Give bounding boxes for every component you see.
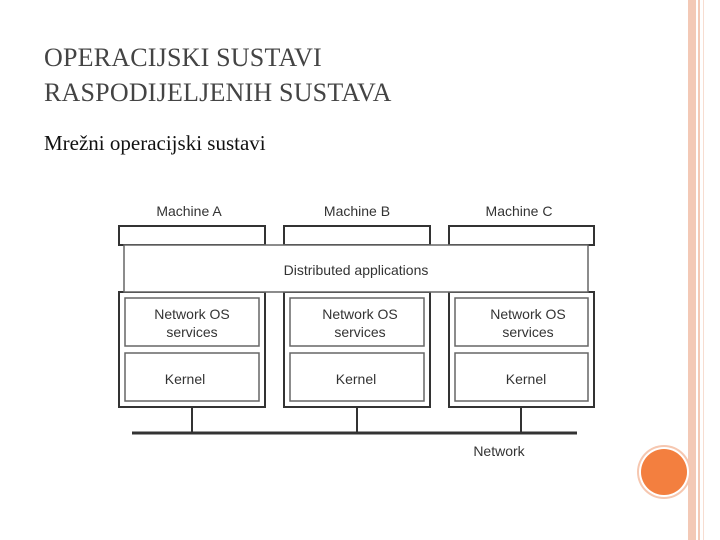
network-os-label-b-line2: services: [334, 324, 386, 340]
network-os-label-b-line1: Network OS: [322, 306, 398, 322]
slide-subtitle: Mrežni operacijski sustavi: [44, 131, 266, 155]
kernel-label-b: Kernel: [335, 371, 377, 387]
network-label: Network: [473, 443, 525, 459]
network-os-label-a-line1: Network OS: [154, 306, 230, 322]
machine-a-label: Machine A: [156, 203, 222, 219]
network-os-label-c-line2: services: [502, 324, 554, 340]
machine-outline-a: [119, 226, 265, 245]
network-os-label-c-line1: Network OS: [490, 306, 566, 322]
machine-c-label: Machine C: [485, 203, 553, 219]
network-os-label-a-line2: services: [166, 324, 218, 340]
machine-outline-c: [449, 226, 594, 245]
machine-b-label: Machine B: [323, 203, 391, 219]
kernel-label-c: Kernel: [505, 371, 547, 387]
kernel-label-a: Kernel: [164, 371, 206, 387]
slide-title-line1: OPERACIJSKI SUSTAVI: [44, 43, 322, 72]
slide-title-line2: RASPODIJELJENIH SUSTAVA: [44, 78, 392, 107]
distributed-applications-label: Distributed applications: [283, 262, 429, 278]
machine-outline-b: [284, 226, 430, 245]
